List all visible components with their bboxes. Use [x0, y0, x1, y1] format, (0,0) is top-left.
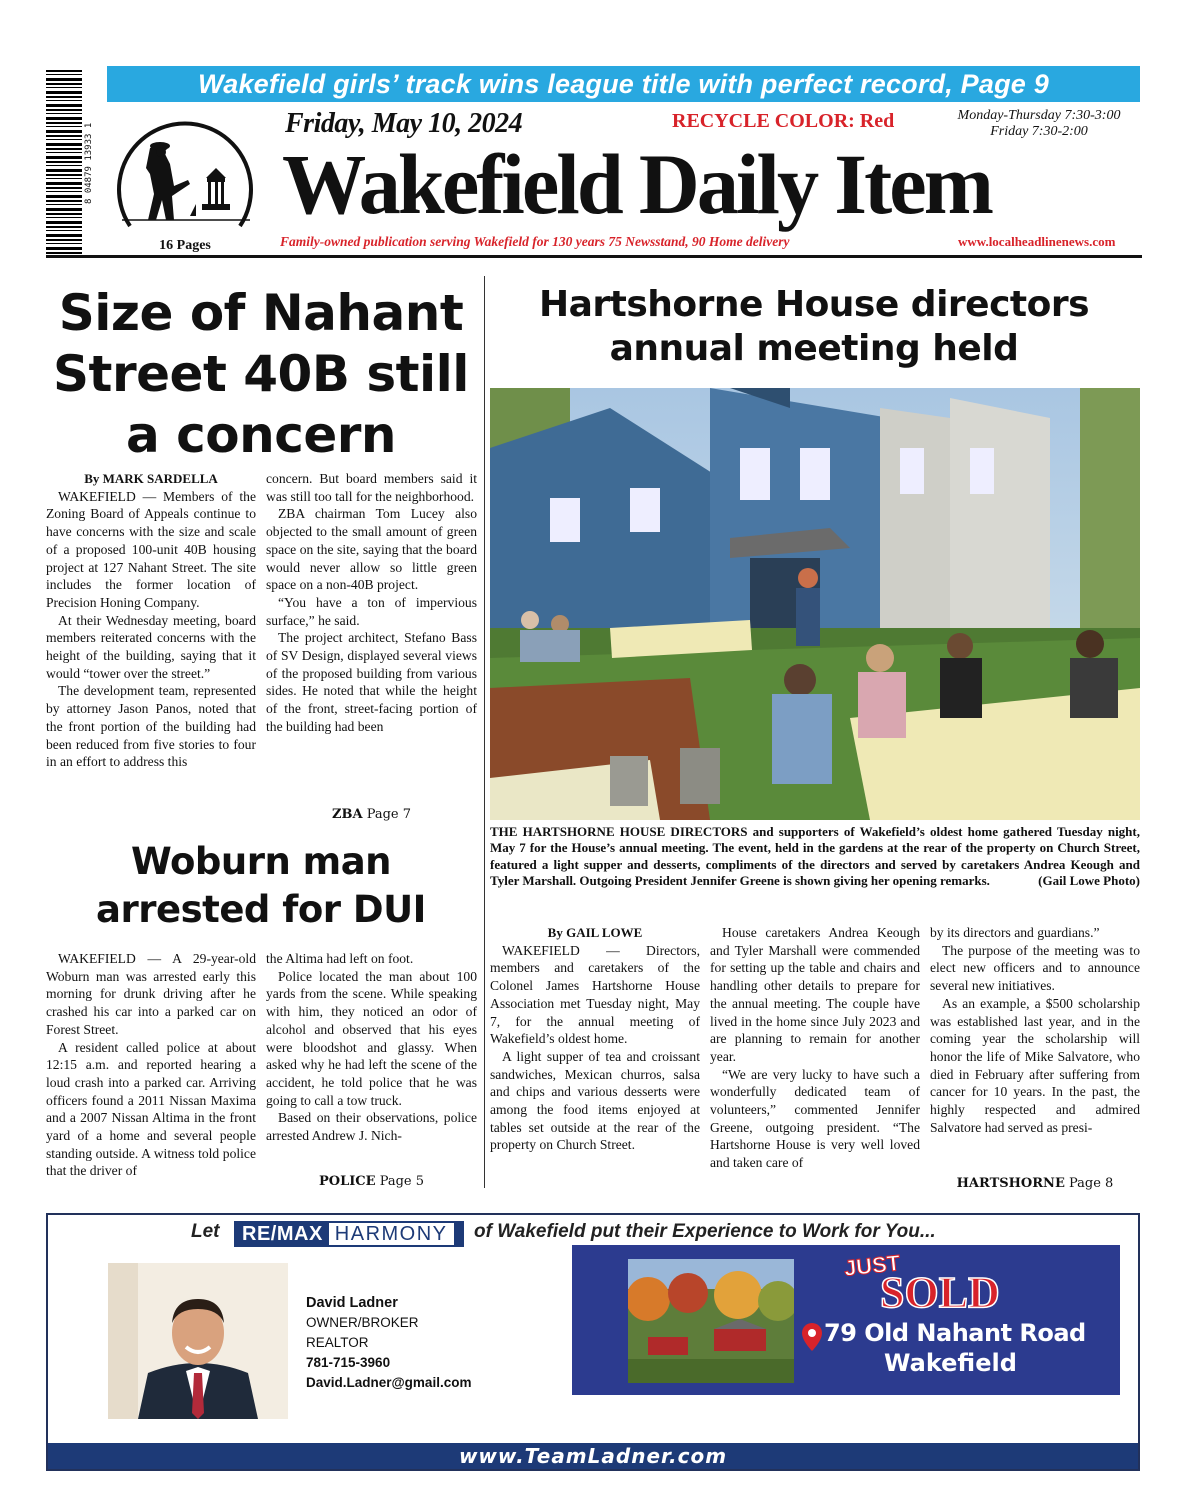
hours-weekdays: Monday-Thursday 7:30-3:00: [957, 108, 1121, 123]
paragraph: WAKEFIELD — Directors, members and caretakers of the Colonel James Hartshorne House Association met Tuesday night, May 7, for the annual meeting of Wakefield’s oldest home.: [490, 942, 700, 1047]
agent-contact: [306, 1293, 471, 1393]
paragraph: The project architect, Stefano Bass of SV Design, displayed several views of the proposed building from various sides. He noted that while the height of the front, street-facing portion of the building had been: [266, 630, 477, 734]
hartshorne-house-photo: [490, 388, 1140, 820]
paragraph: At their Wednesday meeting, board members reiterated concerns with the height of the building, saying that it would “tower over the street.”: [46, 612, 256, 681]
article-nahant-col1: [46, 470, 256, 771]
ad-let-text: Let: [191, 1221, 220, 1242]
paragraph: Police located the man about 100 yards from the scene. While speaking with him, they noticed an odor of alcohol and observed that his eyes were bloodshot and glassy. When asked why he had left the scene of the accident, he told police that he was going to call a tow truck.: [266, 968, 477, 1108]
byline: By GAIL LOWE: [547, 925, 643, 940]
agent-role: REALTOR: [306, 1335, 369, 1350]
headline-hartshorne[interactable]: Hartshorne House directors annual meeting held: [538, 284, 1090, 369]
photo-credit: (Gail Lowe Photo): [1038, 872, 1140, 888]
jump-page: Page 8: [1069, 1176, 1114, 1191]
paragraph: WAKEFIELD — A 29-year-old Woburn man was arrested early this morning for drunk driving after he crashed his car into a parked car on Forest Street.: [46, 951, 256, 1037]
jump-page: Page 7: [366, 807, 412, 822]
jump-link-police[interactable]: [266, 1174, 477, 1189]
location-pin-icon: [802, 1323, 822, 1351]
ad-slogan: of Wakefield put their Experience to Work for You...: [474, 1221, 936, 1242]
paragraph: by its directors and guardians.”: [930, 925, 1100, 940]
jump-key: POLICE: [318, 1174, 376, 1189]
paragraph: A resident called police at about 12:15 a.m. and reported hearing a loud crash into a parked car. Arriving officers found a 2011 Nissan Maxima and a 2007 Nissan Altima in the front yard of a home and several people standing outside. A witness told police that the driver of: [46, 1039, 256, 1179]
jump-key: HARTSHORNE: [956, 1176, 1065, 1191]
article-hartshorne-col2: [710, 924, 920, 1172]
article-hartshorne-col3: [930, 924, 1140, 1136]
agent-photo: [108, 1263, 288, 1419]
minuteman-logo: [110, 108, 260, 240]
tagline: Family-owned publication serving Wakefield for 130 years 75 Newsstand, 90 Home delivery: [280, 234, 790, 249]
remax-brand: RE/MAX: [242, 1223, 323, 1245]
just-sold-panel: [572, 1245, 1120, 1395]
remax-harmony-logo: [234, 1221, 464, 1247]
recycle-color: RECYCLE COLOR: Red: [672, 110, 895, 132]
issue-date: Friday, May 10, 2024: [285, 108, 523, 139]
photo-caption: [490, 824, 1140, 889]
article-dui-col2: [266, 950, 477, 1145]
barcode: [46, 70, 82, 256]
headline-nahant-40b[interactable]: Size of Nahant Street 40B still a concern: [53, 284, 469, 464]
paragraph: “We are very lucky to have such a wonderfully dedicated team of volunteers,” commented Jennifer Greene, outgoing president. “The Hartshorne House is very well loved and taken care of: [710, 1066, 920, 1171]
article-nahant-col2: [266, 470, 477, 736]
paragraph: ZBA chairman Tom Lucey also objected to the small amount of green space on the site, saying that the board would never allow so little green space on a non-40B project.: [266, 506, 477, 593]
ad-website-link[interactable]: www.TeamLadner.com: [48, 1443, 1138, 1469]
page-count: 16 Pages: [159, 238, 211, 253]
sold-address: 79 Old Nahant Road: [824, 1319, 1086, 1347]
paragraph: WAKEFIELD — Members of the Zoning Board of Appeals continue to have concerns with the size and scale of a proposed 100-unit 40B housing project at 127 Nahant Street. The site includes the former location of Precision Honing Company.: [46, 488, 256, 610]
paragraph: the Altima had left on foot.: [266, 951, 414, 966]
jump-link-hartshorne[interactable]: [930, 1176, 1140, 1191]
paragraph: A light supper of tea and croissant sandwiches, Mexican churros, salsa and chips and various desserts were among the food items enjoyed at tables set outside at the rear of the property on Church Street.: [490, 1048, 700, 1153]
masthead-rule: [46, 255, 1142, 258]
paragraph: concern. But board members said it was still too tall for the neighborhood.: [266, 471, 477, 504]
article-hartshorne-col1: [490, 924, 700, 1154]
harmony-brand: HARMONY: [329, 1223, 454, 1245]
just-label: JUST: [842, 1250, 902, 1281]
jump-link-zba[interactable]: [266, 807, 477, 822]
caption-text: THE HARTSHORNE HOUSE DIRECTORS and supporters of Wakefield’s oldest home gathered Tuesday night, May 7 for the House’s annual meeting. The event, held in the gardens at the rear of the property on Church Street, featured a light supper and desserts, compliments of the directors and served by caretakers Andrea Keough and Tyler Marshall. Outgoing President Jennifer Greene is shown giving her opening remarks.: [490, 824, 1140, 888]
sold-property-photo: [628, 1259, 794, 1383]
remax-advertisement[interactable]: [46, 1213, 1140, 1471]
jump-page: Page 5: [379, 1174, 425, 1189]
article-dui-col1: [46, 950, 256, 1180]
website-link[interactable]: www.localheadlinenews.com: [958, 234, 1116, 249]
sold-town: Wakefield: [884, 1349, 1017, 1377]
headline-woburn-dui[interactable]: Woburn man arrested for DUI: [96, 840, 426, 931]
barcode-digits: 8 04879 13933 1: [84, 122, 94, 204]
paragraph: The purpose of the meeting was to elect new officers and to announce several new initiatives.: [930, 942, 1140, 994]
newspaper-title: Wakefield Daily Item: [282, 136, 992, 232]
sold-label: SOLD: [880, 1268, 1000, 1317]
agent-title: OWNER/BROKER: [306, 1315, 419, 1330]
top-banner-teaser[interactable]: Wakefield girls’ track wins league title with perfect record, Page 9: [107, 66, 1140, 102]
paragraph: The development team, represented by attorney Jason Panos, noted that the front portion of the building had been reduced from five stories to four in an effort to address this: [46, 683, 256, 770]
paragraph: Based on their observations, police arrested Andrew J. Nich-: [266, 1110, 477, 1144]
paragraph: “You have a ton of impervious surface,” he said.: [266, 594, 477, 628]
agent-phone[interactable]: 781-715-3960: [306, 1355, 391, 1370]
agent-name: David Ladner: [306, 1295, 398, 1311]
agent-email[interactable]: David.Ladner@gmail.com: [306, 1375, 472, 1390]
paragraph: House caretakers Andrea Keough and Tyler Marshall were commended for setting up the table and chairs and handling other details to prepare for the annual meeting. The couple have lived in the home since July 2023 and are planning to remain for another year.: [710, 925, 920, 1064]
byline: By MARK SARDELLA: [84, 471, 218, 486]
jump-key: ZBA: [331, 807, 363, 822]
paragraph: As an example, a $500 scholarship was established last year, and in the coming year the scholarship will honor the life of Mike Salvatore, who died in February after suffering from cancer for 10 years. In the past, the highly respected and admired Salvatore had served as presi-: [930, 995, 1140, 1135]
column-divider: [484, 276, 485, 1188]
hours-friday: Friday 7:30-2:00: [990, 124, 1088, 139]
